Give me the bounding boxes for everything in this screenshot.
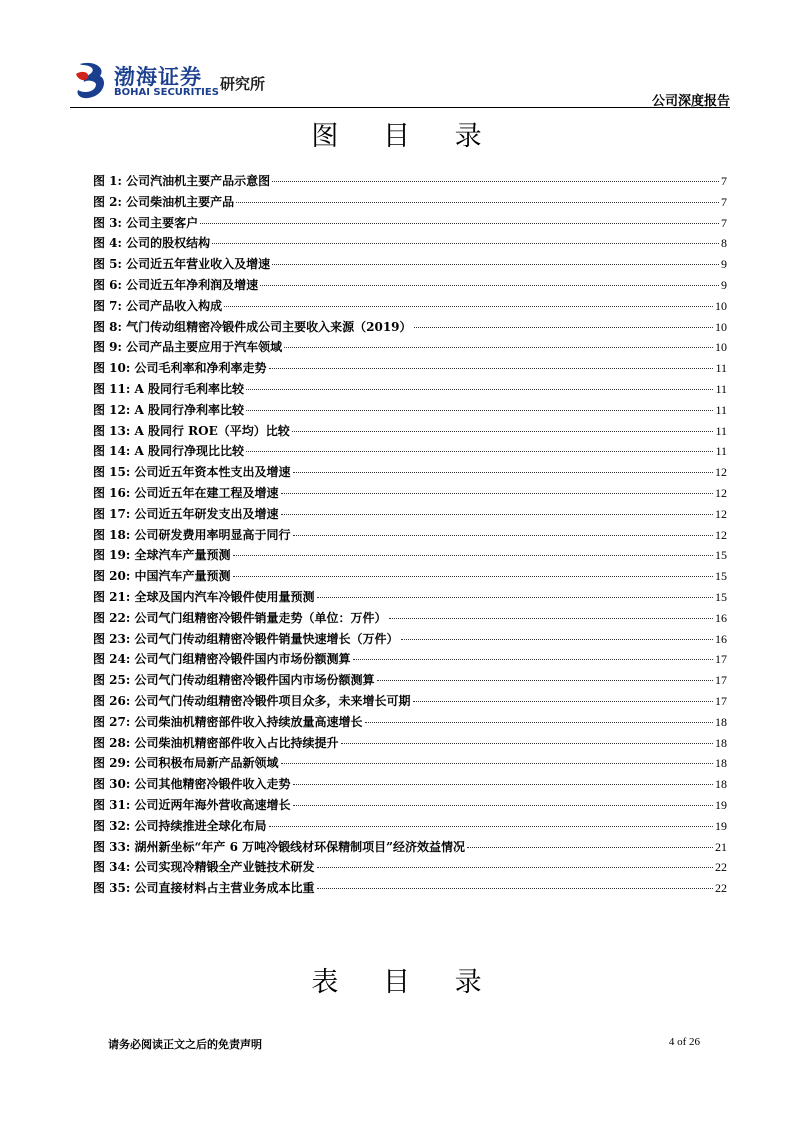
report-type-label: 公司深度报告 xyxy=(651,94,730,109)
toc-leader-dots xyxy=(212,243,719,244)
toc-entry[interactable] xyxy=(93,630,727,651)
toc-entry-label[interactable]: 图 16: 公司近五年在建工程及增速 xyxy=(93,485,279,500)
toc-entry[interactable] xyxy=(93,401,727,422)
toc-leader-dots xyxy=(341,743,714,744)
toc-entry-page[interactable]: 19 xyxy=(715,818,727,833)
toc-entry[interactable] xyxy=(93,442,727,463)
toc-entry[interactable] xyxy=(93,214,727,235)
institute-label: 研究所 xyxy=(220,75,266,93)
toc-leader-dots xyxy=(233,555,714,556)
toc-entry-label[interactable]: 图 19: 全球汽车产量预测 xyxy=(93,548,231,563)
toc-entry[interactable] xyxy=(93,650,727,671)
brand-name-cn: 渤海证券 xyxy=(114,65,202,89)
toc-leader-dots xyxy=(317,888,714,889)
toc-entry[interactable] xyxy=(93,484,727,505)
toc-entry-label[interactable]: 图 5: 公司近五年营业收入及增速 xyxy=(93,257,271,272)
toc-entry[interactable] xyxy=(93,754,727,775)
toc-entry-page[interactable]: 18 xyxy=(715,735,727,750)
toc-leader-dots xyxy=(281,514,714,515)
toc-entry[interactable] xyxy=(93,422,727,443)
toc-entry[interactable] xyxy=(93,234,727,255)
toc-entry-label[interactable]: 图 35: 公司直接材料占主营业务成本比重 xyxy=(93,881,315,896)
toc-leader-dots xyxy=(233,576,714,577)
toc-entry-label[interactable]: 图 28: 公司柴油机精密部件收入占比持续提升 xyxy=(93,735,339,750)
toc-entry-page[interactable]: 12 xyxy=(715,485,727,500)
toc-entry-page[interactable]: 21 xyxy=(715,839,727,854)
toc-entry-label[interactable]: 图 4: 公司的股权结构 xyxy=(93,236,211,251)
toc-entry-label[interactable]: 图 17: 公司近五年研发支出及增速 xyxy=(93,506,279,521)
brand-name-en: BOHAI SECURITIES xyxy=(114,87,219,98)
toc-entry-label[interactable]: 图 9: 公司产品主要应用于汽车领域 xyxy=(93,340,283,355)
toc-leader-dots xyxy=(246,451,713,452)
header-divider xyxy=(70,107,730,108)
toc-entry-label[interactable]: 图 2: 公司柴油机主要产品 xyxy=(93,194,235,209)
toc-entry-page[interactable]: 11 xyxy=(715,423,727,438)
toc-entry-label[interactable]: 图 15: 公司近五年资本性支出及增速 xyxy=(93,465,291,480)
figures-toc-title: 图 目 录 xyxy=(311,121,500,152)
toc-entry[interactable] xyxy=(93,297,727,318)
toc-entry[interactable] xyxy=(93,817,727,838)
toc-entry[interactable] xyxy=(93,505,727,526)
toc-entry[interactable] xyxy=(93,172,727,193)
toc-entry-page[interactable]: 17 xyxy=(715,652,727,667)
toc-entry-label[interactable]: 图 8: 气门传动组精密冷锻件成公司主要收入来源（2019） xyxy=(93,319,412,334)
toc-leader-dots xyxy=(293,472,714,473)
toc-entry-page[interactable]: 15 xyxy=(715,589,727,604)
bohai-logo-icon xyxy=(74,60,108,100)
toc-leader-dots xyxy=(401,639,714,640)
toc-entry[interactable] xyxy=(93,838,727,859)
toc-entry[interactable] xyxy=(93,546,727,567)
toc-leader-dots xyxy=(292,431,714,432)
toc-entry-label[interactable]: 图 12: A 股同行净利率比较 xyxy=(93,402,244,417)
toc-entry-page[interactable]: 18 xyxy=(715,714,727,729)
toc-leader-dots xyxy=(353,659,714,660)
toc-leader-dots xyxy=(246,410,713,411)
toc-leader-dots xyxy=(317,597,714,598)
toc-leader-dots xyxy=(260,285,719,286)
toc-leader-dots xyxy=(467,847,713,848)
footer-page-indicator: 4 of 26 xyxy=(668,1036,700,1048)
toc-entry-page[interactable]: 10 xyxy=(715,319,727,334)
toc-entry[interactable] xyxy=(93,526,727,547)
toc-entry-page[interactable]: 12 xyxy=(715,527,727,542)
toc-entry-label[interactable]: 图 27: 公司柴油机精密部件收入持续放量高速增长 xyxy=(93,714,363,729)
toc-entry[interactable] xyxy=(93,775,727,796)
toc-entry-page[interactable]: 16 xyxy=(715,631,727,646)
toc-entry-label[interactable]: 图 23: 公司气门传动组精密冷锻件销量快速增长（万件） xyxy=(93,631,399,646)
page-header xyxy=(70,56,730,108)
toc-entry-label[interactable]: 图 24: 公司气门组精密冷锻件国内市场份额测算 xyxy=(93,652,351,667)
toc-entry[interactable] xyxy=(93,276,727,297)
toc-entry-page[interactable]: 11 xyxy=(715,381,727,396)
figures-toc-list xyxy=(93,172,727,900)
toc-entry-page[interactable]: 7 xyxy=(721,174,727,188)
toc-entry-label[interactable]: 图 21: 全球及国内汽车冷锻件使用量预测 xyxy=(93,589,315,604)
toc-entry-page[interactable]: 10 xyxy=(715,340,727,355)
toc-entry-page[interactable]: 18 xyxy=(715,777,727,792)
toc-entry[interactable] xyxy=(93,463,727,484)
toc-entry-label[interactable]: 图 1: 公司汽油机主要产品示意图 xyxy=(93,174,271,188)
toc-entry[interactable] xyxy=(93,734,727,755)
toc-leader-dots xyxy=(293,805,714,806)
toc-leader-dots xyxy=(269,826,714,827)
toc-leader-dots xyxy=(284,347,713,348)
toc-entry[interactable] xyxy=(93,567,727,588)
toc-entry-label[interactable]: 图 29: 公司积极布局新产品新领域 xyxy=(93,756,279,771)
toc-leader-dots xyxy=(246,389,713,390)
toc-entry-label[interactable]: 图 31: 公司近两年海外营收高速增长 xyxy=(93,797,291,812)
toc-entry-label[interactable]: 图 18: 公司研发费用率明显高于同行 xyxy=(93,527,291,542)
toc-entry-page[interactable]: 11 xyxy=(715,402,727,417)
toc-entry-page[interactable]: 15 xyxy=(715,548,727,563)
toc-entry[interactable] xyxy=(93,671,727,692)
toc-entry-page[interactable]: 22 xyxy=(715,881,727,896)
toc-entry-page[interactable]: 9 xyxy=(721,257,727,272)
toc-leader-dots xyxy=(272,181,719,182)
toc-entry-page[interactable]: 17 xyxy=(715,693,727,708)
toc-entry-page[interactable]: 18 xyxy=(715,756,727,771)
toc-entry-label[interactable]: 图 10: 公司毛利率和净利率走势 xyxy=(93,361,267,376)
toc-entry-page[interactable]: 7 xyxy=(721,194,727,209)
toc-entry-label[interactable]: 图 30: 公司其他精密冷锻件收入走势 xyxy=(93,777,291,792)
toc-leader-dots xyxy=(414,327,713,328)
toc-entry-page[interactable]: 9 xyxy=(721,277,727,292)
toc-entry-page[interactable]: 17 xyxy=(715,673,727,688)
toc-entry-label[interactable]: 图 3: 公司主要客户 xyxy=(93,215,199,230)
toc-leader-dots xyxy=(281,493,714,494)
toc-entry-page[interactable]: 22 xyxy=(715,860,727,875)
toc-entry-label[interactable]: 图 26: 公司气门传动组精密冷锻件项目众多，未来增长可期 xyxy=(93,693,411,708)
toc-entry-label[interactable]: 图 11: A 股同行毛利率比较 xyxy=(93,381,244,396)
toc-leader-dots xyxy=(365,722,714,723)
toc-entry[interactable] xyxy=(93,796,727,817)
toc-entry-page[interactable]: 11 xyxy=(715,361,727,376)
toc-entry[interactable] xyxy=(93,318,727,339)
toc-entry-label[interactable]: 图 13: A 股同行 ROE（平均）比较 xyxy=(93,423,290,438)
toc-leader-dots xyxy=(389,618,714,619)
toc-entry[interactable] xyxy=(93,713,727,734)
toc-entry[interactable] xyxy=(93,588,727,609)
toc-entry-page[interactable]: 11 xyxy=(715,444,727,459)
toc-entry[interactable] xyxy=(93,380,727,401)
toc-entry[interactable] xyxy=(93,609,727,630)
toc-leader-dots xyxy=(377,680,714,681)
toc-leader-dots xyxy=(317,867,714,868)
toc-leader-dots xyxy=(413,701,714,702)
toc-entry-label[interactable]: 图 32: 公司持续推进全球化布局 xyxy=(93,818,267,833)
toc-entry-page[interactable]: 12 xyxy=(715,465,727,480)
toc-entry-page[interactable]: 19 xyxy=(715,797,727,812)
toc-leader-dots xyxy=(293,784,714,785)
toc-entry[interactable] xyxy=(93,359,727,380)
toc-entry-label[interactable]: 图 25: 公司气门传动组精密冷锻件国内市场份额测算 xyxy=(93,673,375,688)
toc-entry[interactable] xyxy=(93,879,727,900)
toc-entry[interactable] xyxy=(93,255,727,276)
footer-disclaimer: 请务必阅读正文之后的免责声明 xyxy=(108,1038,262,1051)
toc-entry[interactable] xyxy=(93,338,727,359)
toc-entry-label[interactable]: 图 22: 公司气门组精密冷锻件销量走势（单位：万件） xyxy=(93,610,387,625)
toc-entry-page[interactable]: 8 xyxy=(721,236,727,251)
toc-entry-label[interactable]: 图 33: 湖州新坐标“年产 6 万吨冷锻线材环保精制项目”经济效益情况 xyxy=(93,839,465,854)
toc-entry[interactable] xyxy=(93,193,727,214)
toc-leader-dots xyxy=(200,223,719,224)
toc-entry[interactable] xyxy=(93,692,727,713)
toc-leader-dots xyxy=(269,368,714,369)
toc-entry-label[interactable]: 图 20: 中国汽车产量预测 xyxy=(93,569,231,584)
toc-leader-dots xyxy=(272,264,719,265)
toc-entry-label[interactable]: 图 14: A 股同行净现比比较 xyxy=(93,444,244,459)
toc-entry-page[interactable]: 7 xyxy=(721,215,727,230)
toc-entry-page[interactable]: 12 xyxy=(715,506,727,521)
toc-entry-page[interactable]: 10 xyxy=(715,298,727,313)
toc-entry-page[interactable]: 15 xyxy=(715,569,727,584)
toc-entry-label[interactable]: 图 6: 公司近五年净利润及增速 xyxy=(93,277,259,292)
tables-toc-title: 表 目 录 xyxy=(311,967,500,998)
toc-leader-dots xyxy=(281,763,714,764)
toc-leader-dots xyxy=(236,202,719,203)
toc-leader-dots xyxy=(224,306,713,307)
toc-entry-page[interactable]: 16 xyxy=(715,610,727,625)
toc-leader-dots xyxy=(293,535,714,536)
toc-entry[interactable] xyxy=(93,858,727,879)
toc-entry-label[interactable]: 图 34: 公司实现冷精锻全产业链技术研发 xyxy=(93,860,315,875)
toc-entry-label[interactable]: 图 7: 公司产品收入构成 xyxy=(93,298,223,313)
